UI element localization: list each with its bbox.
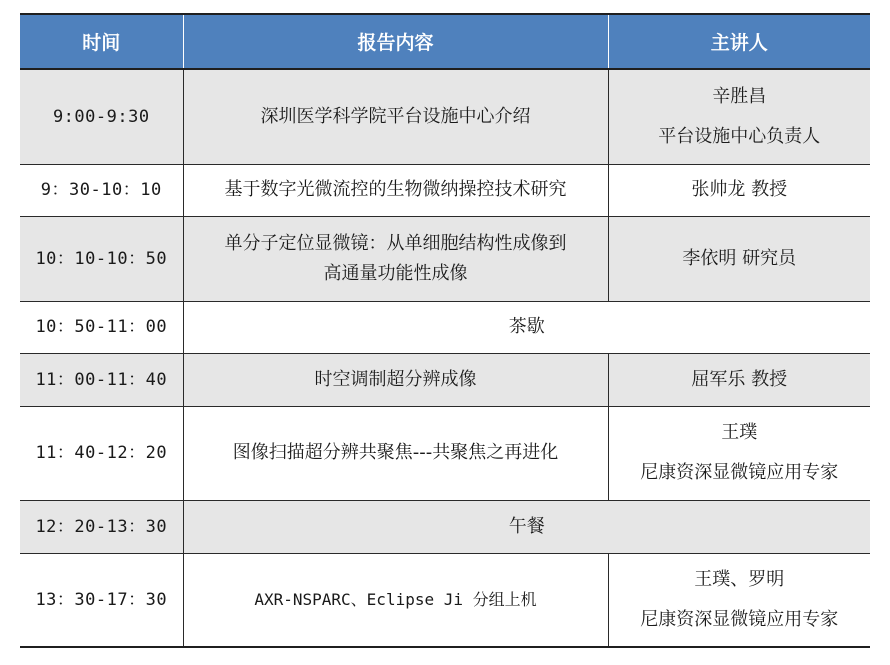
speaker-cell: 李依明 研究员 <box>608 216 870 301</box>
topic-cell: 图像扫描超分辨共聚焦---共聚焦之再进化 <box>183 406 608 500</box>
speaker-title: 尼康资深显微镜应用专家 <box>640 608 839 630</box>
speaker-cell: 屈军乐 教授 <box>608 353 870 406</box>
table-row <box>20 216 870 301</box>
header-topic: 报告内容 <box>183 14 608 69</box>
time-cell: 13：30-17：30 <box>20 553 183 647</box>
speaker-cell <box>608 553 870 647</box>
break-cell: 午餐 <box>183 500 870 553</box>
schedule-table <box>20 13 870 648</box>
time-cell: 9:00-9:30 <box>20 69 183 164</box>
topic-cell: 深圳医学科学院平台设施中心介绍 <box>183 69 608 164</box>
speaker-cell <box>608 69 870 164</box>
header-row <box>20 14 870 69</box>
table-row <box>20 353 870 406</box>
time-cell: 10：50-11：00 <box>20 301 183 353</box>
time-cell: 11：00-11：40 <box>20 353 183 406</box>
topic-cell <box>183 216 608 301</box>
topic-line: 单分子定位显微镜：从单细胞结构性成像到 <box>224 232 567 254</box>
header-speaker: 主讲人 <box>608 14 870 69</box>
time-cell: 10：10-10：50 <box>20 216 183 301</box>
schedule-header <box>20 14 870 69</box>
time-cell: 11：40-12：20 <box>20 406 183 500</box>
table-row <box>20 164 870 216</box>
table-row <box>20 406 870 500</box>
header-time: 时间 <box>20 14 183 69</box>
break-cell: 茶歇 <box>183 301 870 353</box>
topic-cell: 基于数字光微流控的生物微纳操控技术研究 <box>183 164 608 216</box>
time-cell: 12：20-13：30 <box>20 500 183 553</box>
table-row <box>20 69 870 164</box>
table-row <box>20 301 870 353</box>
speaker-name: 王璞、罗明 <box>694 568 785 590</box>
speaker-cell <box>608 406 870 500</box>
speaker-title: 平台设施中心负责人 <box>658 125 821 147</box>
speaker-cell: 张帅龙 教授 <box>608 164 870 216</box>
table-row <box>20 500 870 553</box>
table-row <box>20 553 870 647</box>
topic-cell: 时空调制超分辨成像 <box>183 353 608 406</box>
speaker-title: 尼康资深显微镜应用专家 <box>640 462 839 483</box>
topic-cell: AXR-NSPARC、Eclipse Ji 分组上机 <box>183 553 608 647</box>
speaker-name: 辛胜昌 <box>712 85 767 107</box>
speaker-name: 王璞 <box>721 422 758 443</box>
topic-line: 高通量功能性成像 <box>323 262 468 284</box>
schedule-body <box>20 69 870 647</box>
time-cell: 9：30-10：10 <box>20 164 183 216</box>
